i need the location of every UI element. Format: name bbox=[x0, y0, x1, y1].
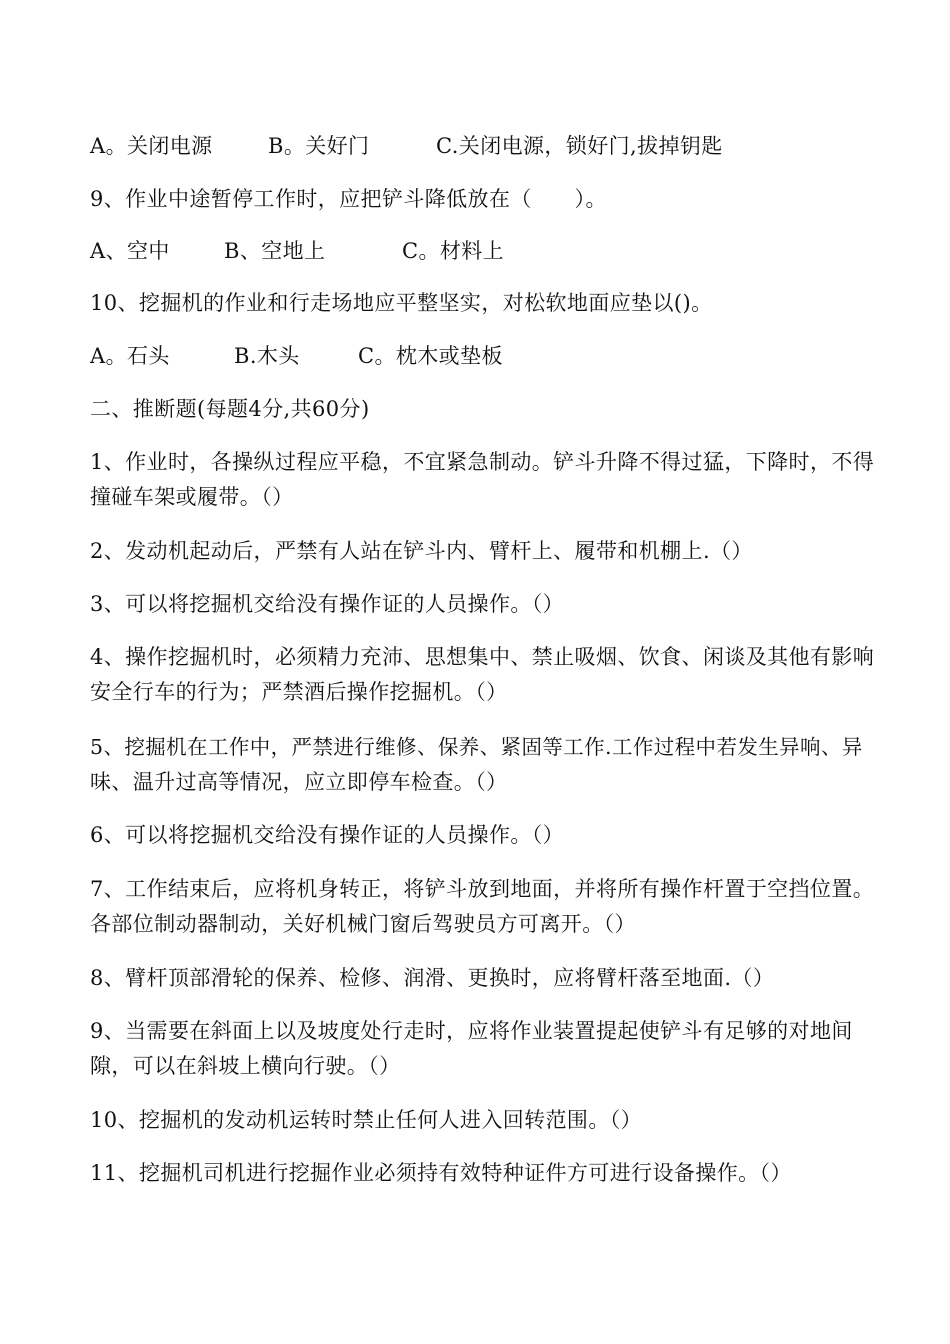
judgment-4-line-2: 安全行车的行为；严禁酒后操作挖掘机。（） bbox=[90, 680, 508, 704]
judgment-5-line-1: 5、挖掘机在工作中，严禁进行维修、保养、紧固等工作.工作过程中若发生异响、异 bbox=[90, 735, 863, 759]
q8-option-c: C.关闭电源，锁好门,拔掉钥匙 bbox=[436, 134, 723, 158]
q10-option-b: B.木头 bbox=[234, 344, 300, 368]
q10-options bbox=[90, 340, 880, 372]
q9-options bbox=[90, 235, 880, 267]
judgment-9-line-2: 隙，可以在斜坡上横向行驶。（） bbox=[90, 1054, 401, 1078]
judgment-6: 6、可以将挖掘机交给没有操作证的人员操作。（） bbox=[90, 823, 565, 847]
judgment-10: 10、挖掘机的发动机运转时禁止任何人进入回转范围。（） bbox=[90, 1108, 643, 1132]
section-heading: 二、推断题(每题4分,共60分) bbox=[90, 397, 370, 421]
q9-option-b: B、空地上 bbox=[224, 239, 326, 263]
q10-question: 10、挖掘机的作业和行走场地应平整坚实，对松软地面应垫以()。 bbox=[90, 291, 713, 315]
judgment-11: 11、挖掘机司机进行挖掘作业必须持有效特种证件方可进行设备操作。（） bbox=[90, 1161, 792, 1185]
judgment-3: 3、可以将挖掘机交给没有操作证的人员操作。（） bbox=[90, 592, 565, 616]
judgment-2: 2、发动机起动后，严禁有人站在铲斗内、臂杆上、履带和机棚上.（） bbox=[90, 539, 753, 563]
q9-option-a: A、空中 bbox=[90, 239, 170, 263]
judgment-8: 8、臂杆顶部滑轮的保养、检修、润滑、更换时，应将臂杆落至地面.（） bbox=[90, 966, 775, 990]
q9-option-c: C。材料上 bbox=[402, 239, 505, 263]
judgment-1-line-2: 撞碰车架或履带。（） bbox=[90, 485, 294, 509]
judgment-7-line-2: 各部位制动器制动，关好机械门窗后驾驶员方可离开。（） bbox=[90, 912, 636, 936]
judgment-5-line-2: 味、温升过高等情况，应立即停车检查。（） bbox=[90, 770, 508, 794]
judgment-7-line-1: 7、工作结束后，应将机身转正，将铲斗放到地面，并将所有操作杆置于空挡位置。 bbox=[90, 877, 875, 901]
q10-option-a: A。石头 bbox=[90, 344, 170, 368]
q8-option-a: A。关闭电源 bbox=[90, 134, 213, 158]
q8-option-b: B。关好门 bbox=[268, 134, 370, 158]
q10-option-c: C。枕木或垫板 bbox=[358, 344, 503, 368]
judgment-1-line-1: 1、作业时，各操纵过程应平稳，不宜紧急制动。铲斗升降不得过猛，下降时，不得 bbox=[90, 450, 875, 474]
judgment-9-line-1: 9、当需要在斜面上以及坡度处行走时，应将作业装置提起使铲斗有足够的对地间 bbox=[90, 1019, 853, 1043]
judgment-4-line-1: 4、操作挖掘机时，必须精力充沛、思想集中、禁止吸烟、饮食、闲谈及其他有影响 bbox=[90, 645, 875, 669]
q9-question: 9、作业中途暂停工作时，应把铲斗降低放在（ ）。 bbox=[90, 187, 607, 211]
q8-options bbox=[90, 130, 880, 162]
